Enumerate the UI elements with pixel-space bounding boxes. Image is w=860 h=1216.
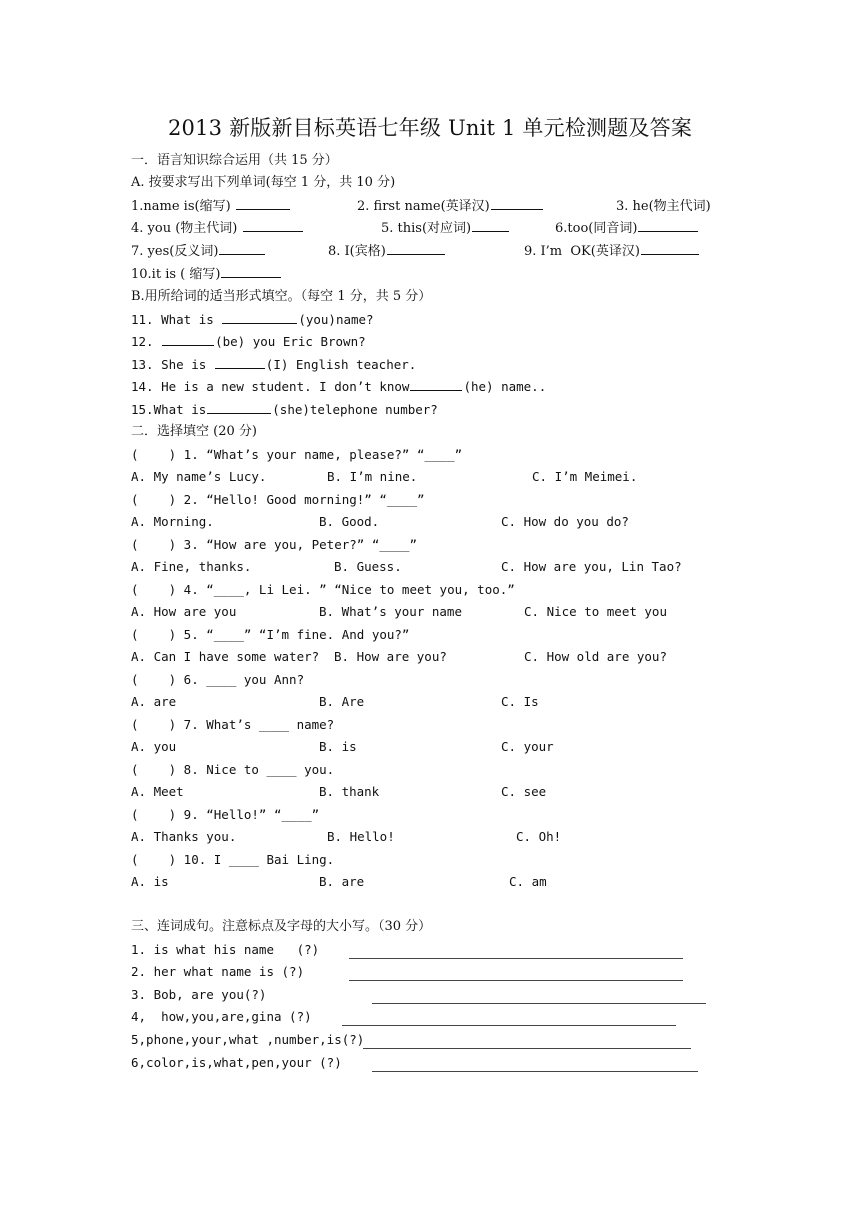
sentence-item-6: 6,color,is,what,pen,your (?) [131, 1055, 342, 1070]
question-7-option-c[interactable]: C. your [501, 739, 554, 754]
a-item-3: 3. he(物主代词) [616, 199, 711, 214]
question-8-option-b[interactable]: B. thank [319, 784, 380, 799]
question-6-option-b[interactable]: B. Are [319, 694, 365, 709]
answer-line[interactable] [372, 1071, 698, 1072]
b-item-11: 11. What is (you)name? [131, 312, 374, 327]
a-item-2: 2. first name(英译汉) [357, 196, 544, 219]
answer-blank[interactable] [387, 242, 445, 255]
question-4-option-a[interactable]: A. How are you [131, 604, 237, 619]
question-1-option-a[interactable]: A. My name’s Lucy. [131, 469, 267, 484]
question-5-stem: ( ) 5. “____” “I’m fine. And you?” [131, 627, 410, 642]
answer-blank[interactable] [243, 219, 303, 232]
part2-heading: 二．选择填空 (20 分) [131, 424, 257, 439]
question-5-option-b[interactable]: B. How are you? [334, 649, 447, 664]
question-2-option-c[interactable]: C. How do you do? [501, 514, 629, 529]
question-6-option-a[interactable]: A. are [131, 694, 177, 709]
question-1-option-b[interactable]: B. I’m nine. [327, 469, 418, 484]
answer-line[interactable] [363, 1048, 691, 1049]
answer-blank[interactable] [221, 265, 281, 278]
question-3-option-a[interactable]: A. Fine, thanks. [131, 559, 252, 574]
section-b-heading: B.用所给词的适当形式填空。（每空 1 分，共 5 分） [131, 289, 432, 304]
a-item-9: 9. I’m OK(英译汉) [524, 241, 700, 264]
question-9-option-b[interactable]: B. Hello! [327, 829, 395, 844]
sentence-item-2: 2. her what name is (?) [131, 964, 305, 979]
question-1-stem: ( ) 1. “What’s your name, please?” “____” [131, 447, 463, 462]
a-item-4: 4. you (物主代词) [131, 218, 304, 241]
question-8-option-a[interactable]: A. Meet [131, 784, 184, 799]
question-10-option-b[interactable]: B. are [319, 874, 365, 889]
question-5-option-c[interactable]: C. How old are you? [524, 649, 667, 664]
answer-blank[interactable] [641, 242, 699, 255]
question-4-stem: ( ) 4. “____, Li Lei. ” “Nice to meet you, too.” [131, 582, 515, 597]
answer-line[interactable] [349, 958, 683, 959]
sentence-item-1: 1. is what his name (?) [131, 942, 320, 957]
question-4-option-c[interactable]: C. Nice to meet you [524, 604, 667, 619]
answer-blank[interactable] [410, 378, 462, 391]
question-3-stem: ( ) 3. “How are you, Peter?” “____” [131, 537, 417, 552]
part3-heading: 三、连词成句。注意标点及字母的大小写。（30 分） [131, 919, 432, 934]
answer-blank[interactable] [215, 356, 265, 369]
question-5-option-a[interactable]: A. Can I have some water? [131, 649, 320, 664]
question-9-option-c[interactable]: C. Oh! [516, 829, 562, 844]
question-6-option-c[interactable]: C. Is [501, 694, 539, 709]
sentence-item-3: 3. Bob, are you(?) [131, 987, 267, 1002]
answer-blank[interactable] [207, 401, 271, 414]
answer-blank[interactable] [638, 219, 698, 232]
part1-heading: 一．语言知识综合运用（共 15 分） [131, 153, 338, 168]
question-7-option-b[interactable]: B. is [319, 739, 357, 754]
section-a-heading: A. 按要求写出下列单词(每空 1 分，共 10 分) [131, 175, 396, 190]
a-item-10: 10.it is ( 缩写) [131, 264, 282, 287]
a-item-1: 1.name is(缩写) [131, 196, 291, 219]
question-9-stem: ( ) 9. “Hello!” “____” [131, 807, 320, 822]
answer-blank[interactable] [236, 197, 290, 210]
a-item-6: 6.too(同音词) [555, 218, 699, 241]
question-3-option-b[interactable]: B. Guess. [334, 559, 402, 574]
a-item-7: 7. yes(反义词) [131, 241, 266, 264]
question-1-option-c[interactable]: C. I’m Meimei. [532, 469, 638, 484]
question-3-option-c[interactable]: C. How are you, Lin Tao? [501, 559, 682, 574]
question-8-option-c[interactable]: C. see [501, 784, 547, 799]
a-item-8: 8. I(宾格) [328, 241, 446, 264]
answer-line[interactable] [349, 980, 683, 981]
answer-blank[interactable] [491, 197, 543, 210]
question-4-option-b[interactable]: B. What’s your name [319, 604, 462, 619]
answer-blank[interactable] [472, 219, 509, 232]
sentence-item-5: 5,phone,your,what ,number,is(?) [131, 1032, 365, 1047]
sentence-item-4: 4, how,you,are,gina (?) [131, 1009, 312, 1024]
question-8-stem: ( ) 8. Nice to ____ you. [131, 762, 335, 777]
question-7-stem: ( ) 7. What’s ____ name? [131, 717, 335, 732]
question-2-option-b[interactable]: B. Good. [319, 514, 380, 529]
answer-blank[interactable] [219, 242, 265, 255]
question-6-stem: ( ) 6. ____ you Ann? [131, 672, 305, 687]
question-10-option-c[interactable]: C. am [509, 874, 547, 889]
answer-line[interactable] [372, 1003, 706, 1004]
b-item-15: 15.What is (she)telephone number? [131, 402, 438, 417]
question-10-option-a[interactable]: A. is [131, 874, 169, 889]
b-item-13: 13. She is (I) English teacher. [131, 357, 417, 372]
answer-blank[interactable] [162, 333, 214, 346]
answer-line[interactable] [342, 1025, 676, 1026]
question-2-option-a[interactable]: A. Morning. [131, 514, 214, 529]
document-title: 2013 新版新目标英语七年级 Unit 1 单元检测题及答案 [167, 116, 693, 140]
b-item-12: 12. (be) you Eric Brown? [131, 334, 366, 349]
question-9-option-a[interactable]: A. Thanks you. [131, 829, 237, 844]
b-item-14: 14. He is a new student. I don’t know (he) name.. [131, 379, 547, 394]
question-2-stem: ( ) 2. “Hello! Good morning!” “____” [131, 492, 425, 507]
question-10-stem: ( ) 10. I ____ Bai Ling. [131, 852, 335, 867]
answer-blank[interactable] [222, 311, 297, 324]
question-7-option-a[interactable]: A. you [131, 739, 177, 754]
a-item-5: 5. this(对应词) [381, 218, 510, 241]
